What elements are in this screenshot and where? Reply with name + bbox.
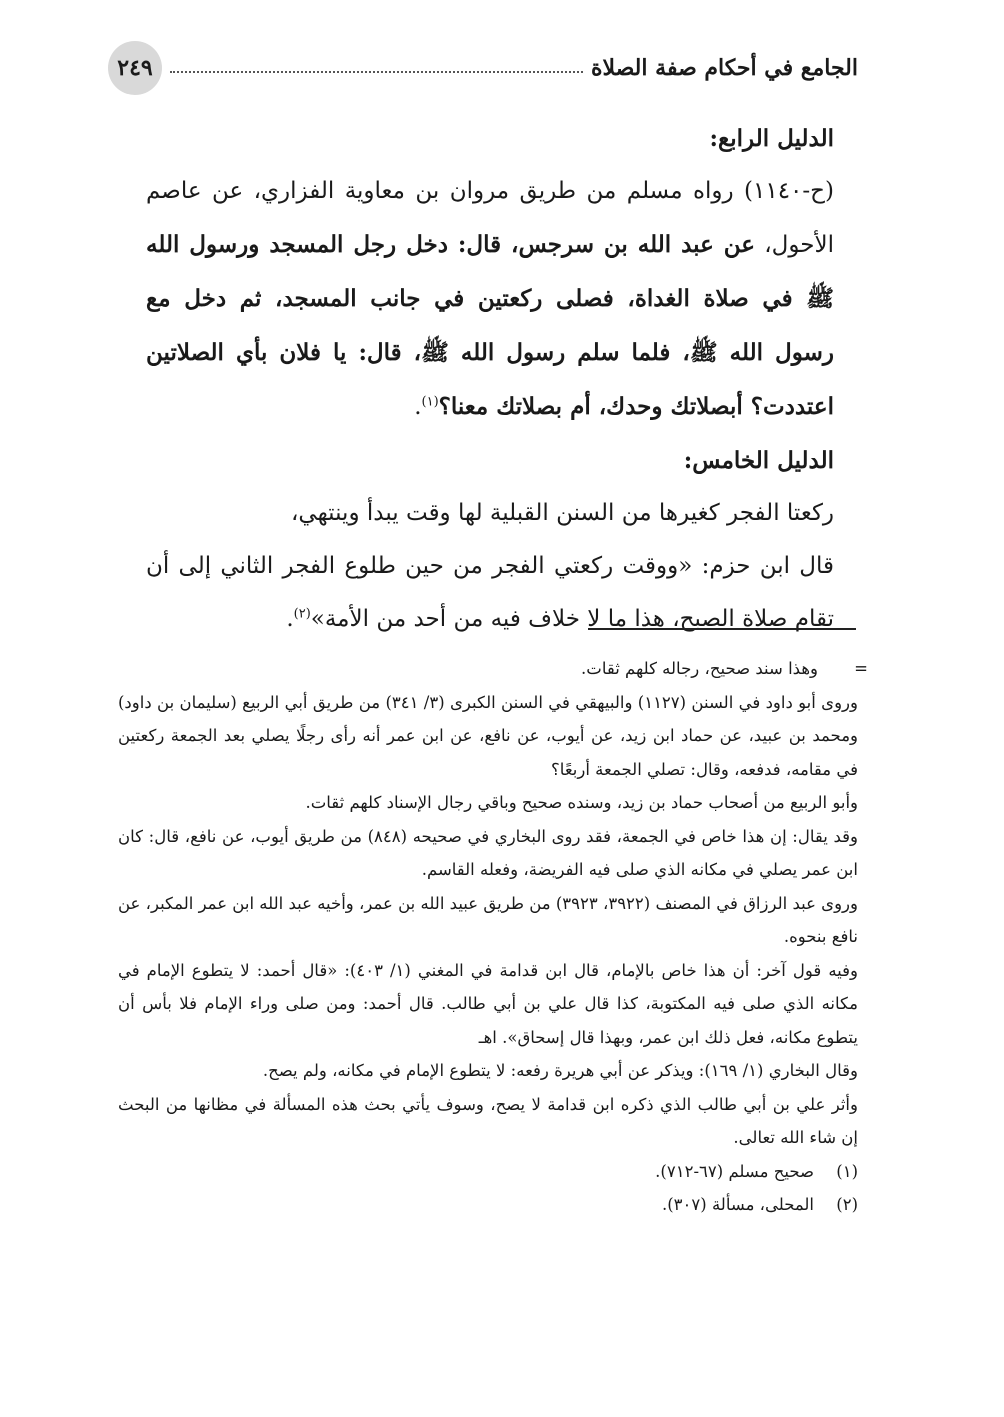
paragraph-hadith [146, 165, 858, 434]
footnote-separator [588, 628, 856, 630]
running-header [108, 42, 858, 94]
period: . [286, 606, 294, 632]
footnote-text: المحلى، مسألة (٣٠٧). [661, 1195, 814, 1214]
heading-fifth-evidence: الدليل الخامس: [683, 447, 834, 474]
footnotes-area [118, 652, 868, 1222]
note-line: وفيه قول آخر: أن هذا خاص بالإمام، قال ابن قدامة في المغني (١/ ٤٠٣): «قال أحمد: لا يتطوع الإمام في مكانه الذي صلى فيه المكتوبة، كذا قال علي بن أبي طالب. قال أحمد: ومن صلى وراء الإمام فلا بأس أن يتطوع مكانه، فعل ذلك ابن عمر، وبهذا قال إسحاق». اهـ [118, 960, 858, 1047]
period: . [414, 394, 422, 420]
book-title: الجامع في أحكام صفة الصلاة [590, 55, 858, 81]
footnote-number: (١) [836, 1161, 858, 1181]
page-number: ٢٤٩ [108, 41, 162, 95]
footnote-ref-2[interactable]: (٢) [293, 606, 311, 622]
footnote-number: (٢) [836, 1195, 858, 1214]
note-line: وأثر علي بن أبي طالب الذي ذكره ابن قدامة لا يصح، وسوف يأتي بحث هذه المسألة في مظانها من البحث إن شاء الله تعالى. [118, 1094, 858, 1147]
footnote-ref-1[interactable]: (١) [421, 394, 439, 410]
heading-fourth-evidence: الدليل الرابع: [709, 125, 834, 152]
footnote-1 [118, 1155, 858, 1189]
note-line: وقال البخاري (١/ ١٦٩): ويذكر عن أبي هريرة رفعه: لا يتطوع الإمام في مكانه، ولم يصح. [262, 1061, 858, 1080]
note-line: وروى عبد الرزاق في المصنف (٣٩٢٢، ٣٩٢٣) من طريق عبيد الله بن عمر، وأخيه عبد الله ابن عمر المكبر، عن نافع بنحوه. [118, 893, 858, 946]
hadith-text: عن عبد الله بن سرجس، قال: دخل رجل المسجد ورسول الله ﷺ في صلاة الغداة، فصلى ركعتين في جانب المسجد، ثم دخل مع رسول الله ﷺ، فلما سلم رسول الله ﷺ، قال: يا فلان بأي الصلاتين اعتددت؟ أبصلاتك وحدك، أم بصلاتك معنا؟ [146, 231, 834, 420]
continuation-mark: = [854, 659, 868, 678]
paragraph-fajr-rakats: ركعتا الفجر كغيرها من السنن القبلية لها وقت يبدأ وينتهي، [290, 500, 834, 526]
footnote-2 [118, 1188, 858, 1222]
note-line: وهذا سند صحيح، رجاله كلهم ثقات. [581, 659, 818, 678]
paragraph-ibn-hazm [146, 540, 858, 646]
main-text [146, 112, 858, 646]
note-line: وقد يقال: إن هذا خاص في الجمعة، فقد روى البخاري في صحيحه (٨٤٨) من طريق أيوب، عن نافع، قال: كان ابن عمر يصلي في مكانه الذي صلى فيه الفريضة، وفعله القاسم. [118, 826, 858, 879]
footnote-text: صحيح مسلم (٦٧-٧١٢). [655, 1161, 814, 1181]
hadith-chain: (ح-١١٤٠) رواه مسلم من طريق مروان بن معاوية الفزاري، عن عاصم الأحول، [146, 178, 834, 258]
note-line: وأبو الربيع من أصحاب حماد بن زيد، وسنده صحيح وباقي رجال الإسناد كلهم ثقات. [305, 793, 858, 812]
header-dotted-leader [170, 71, 583, 73]
note-line: وروى أبو داود في السنن (١١٢٧) والبيهقي في السنن الكبرى (٣/ ٣٤١) من طريق أبي الربيع (سليمان بن داود) ومحمد بن عبيد، عن حماد ابن زيد، عن أيوب، عن نافع، عن ابن عمر أنه رأى رجلًا يصلي بعد الجمعة ركعتين في مقامه، فدفعه، وقال: تصلي الجمعة أربعًا؟ [118, 692, 858, 779]
ibn-hazm-quote: قال ابن حزم: «ووقت ركعتي الفجر من حين طلوع الفجر الثاني إلى أن تقام صلاة الصبح، هذا ما لا خلاف فيه من أحد من الأمة» [146, 553, 834, 632]
